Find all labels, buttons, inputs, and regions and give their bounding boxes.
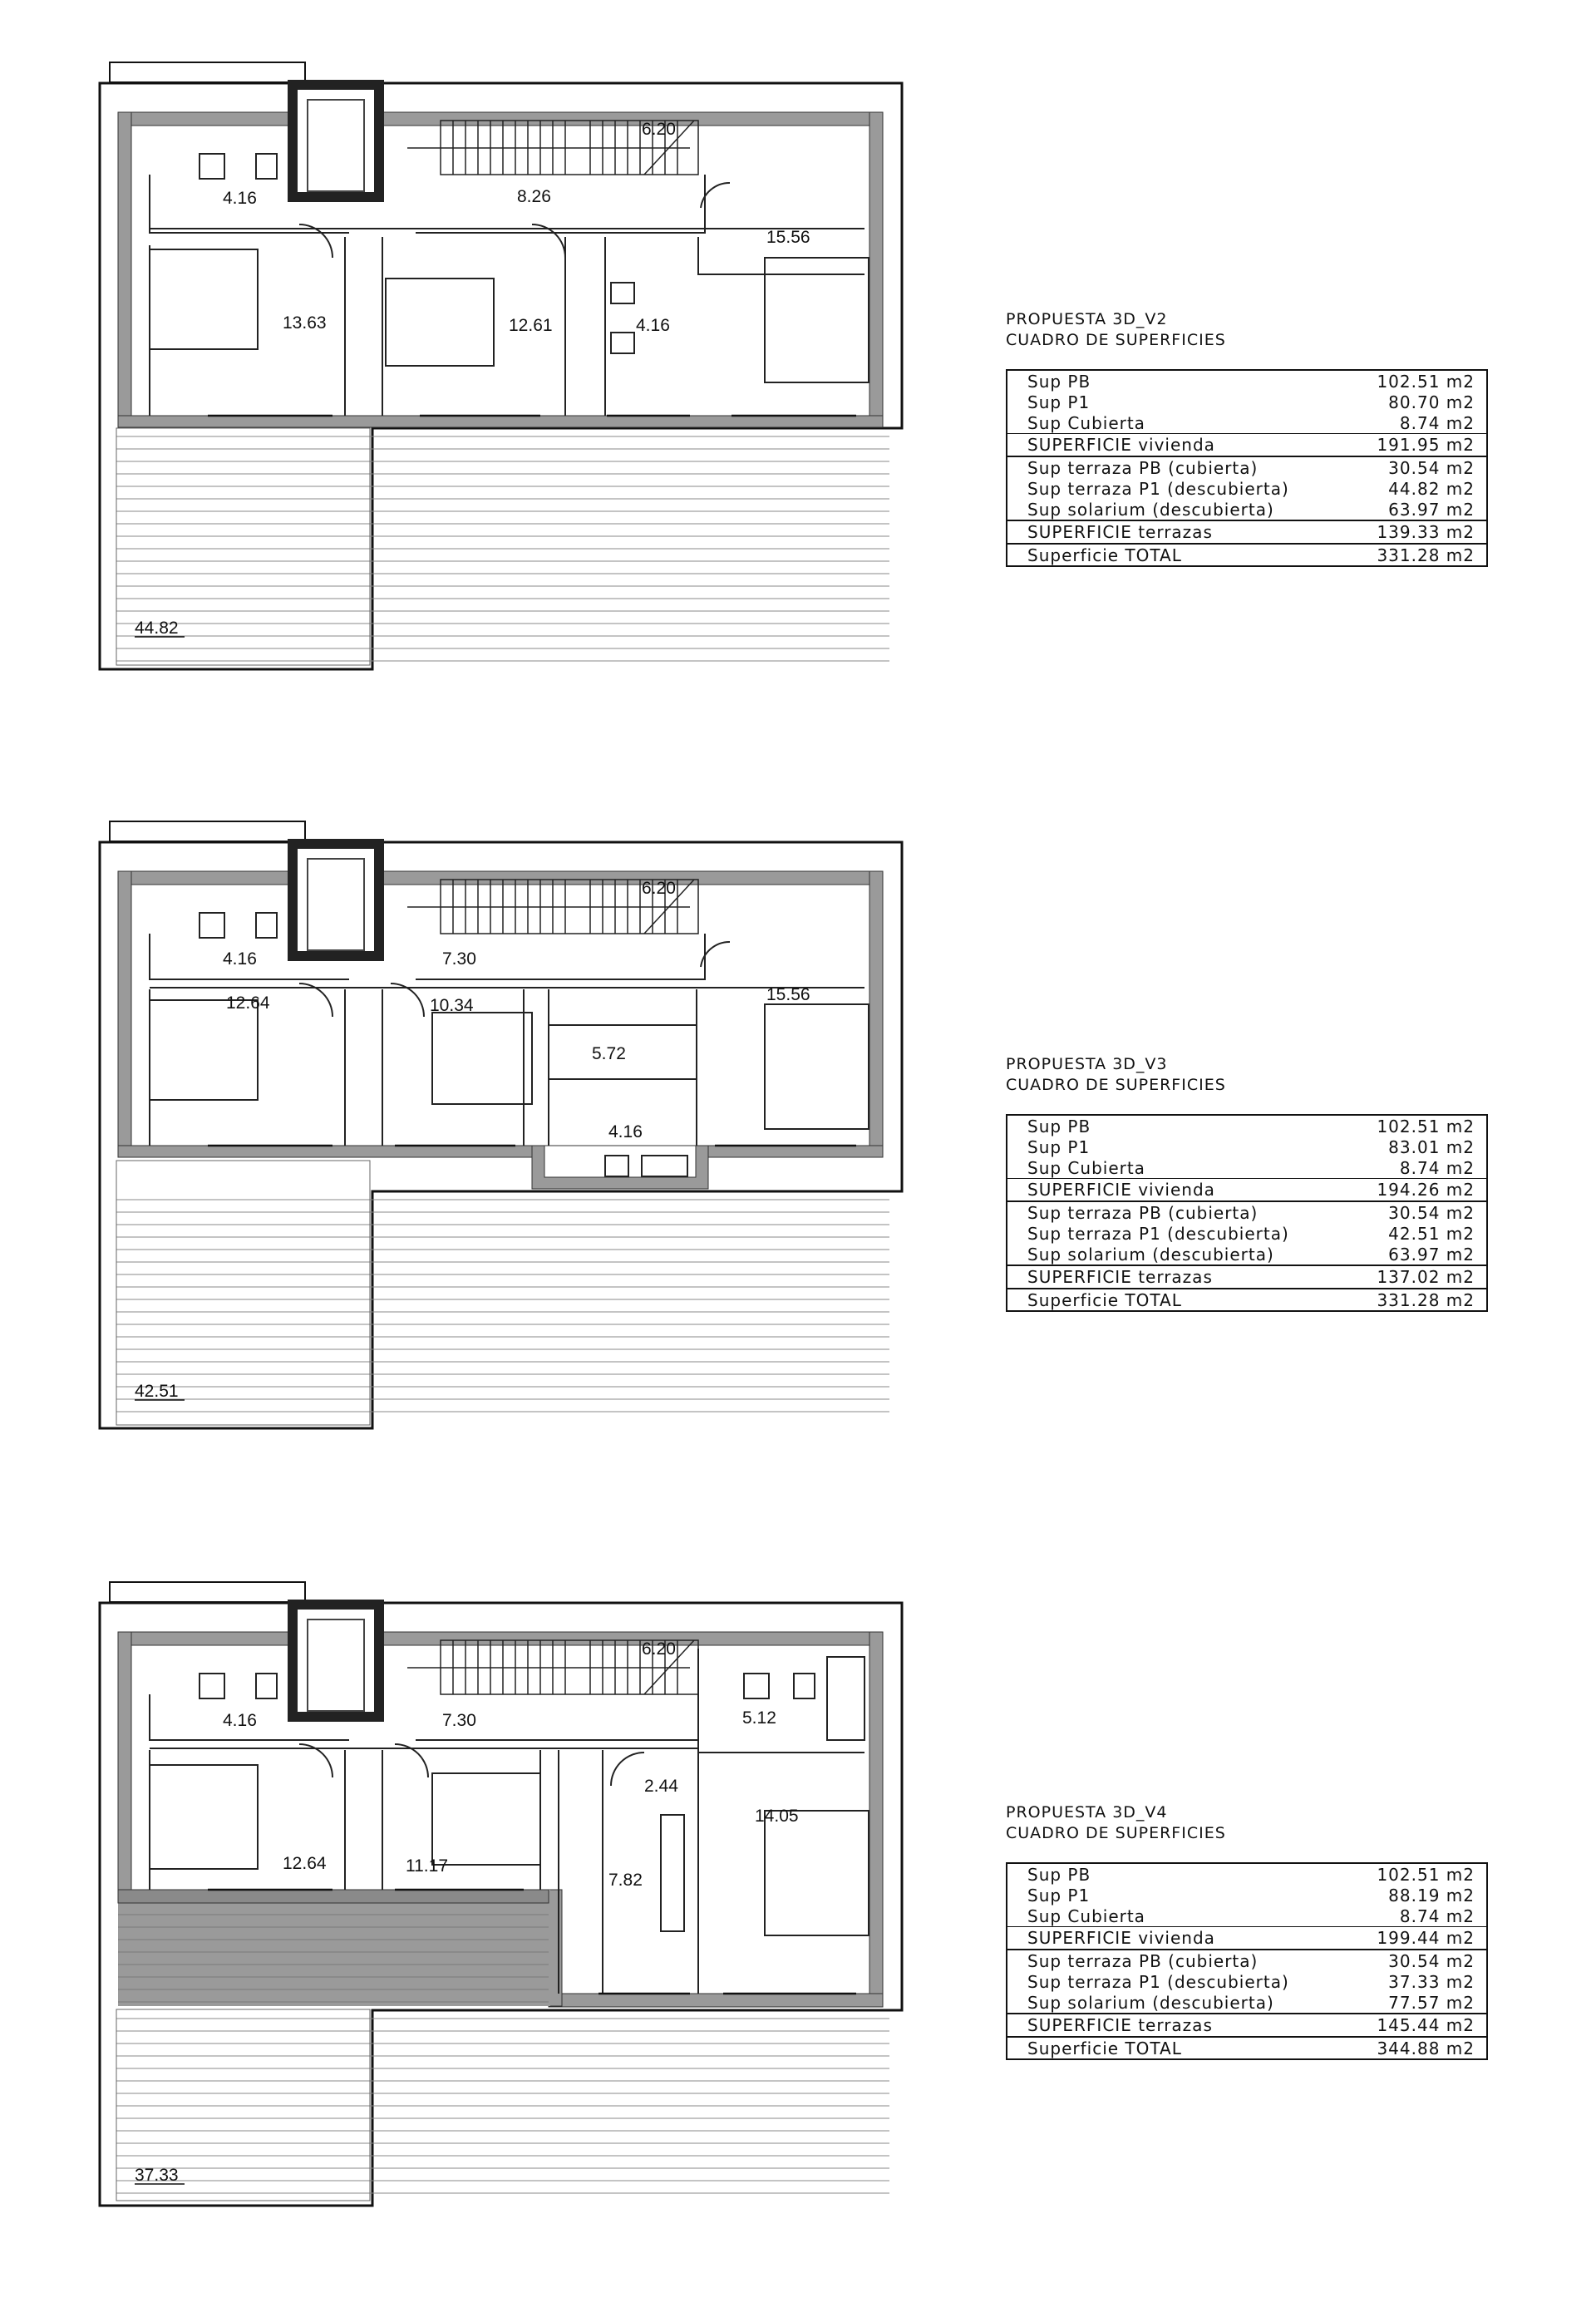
room-label-v3-5: 10.34: [430, 996, 474, 1015]
row-label: Sup P1: [1027, 392, 1091, 412]
table-row: [1007, 1864, 1486, 1885]
table-row: [1007, 412, 1486, 433]
row-value: 102.51 m2: [1377, 1864, 1475, 1885]
row-label: Superficie TOTAL: [1027, 2038, 1182, 2058]
room-label-v2-3: 15.56: [766, 228, 810, 247]
row-label: Sup Cubierta: [1027, 1157, 1145, 1178]
terrace-label-v3: 42.51: [135, 1382, 179, 1401]
room-label-v4-0: 4.16: [223, 1711, 257, 1730]
table-row-subtotal: [1007, 520, 1486, 545]
row-label: SUPERFICIE vivienda: [1027, 435, 1215, 455]
areas-table-v4: [1006, 1862, 1488, 2060]
table-row: [1007, 1136, 1486, 1157]
table-row: [1007, 1971, 1486, 1992]
room-label-v2-1: 8.26: [517, 187, 551, 206]
terrace-label-v4: 37.33: [135, 2166, 179, 2185]
row-value: 102.51 m2: [1377, 1116, 1475, 1136]
row-label: Sup terraza P1 (descubierta): [1027, 478, 1289, 499]
areas-panel-v4: [1006, 1802, 1488, 2060]
table-row: [1007, 478, 1486, 499]
floor-plan-v3: [0, 813, 931, 1561]
room-label-v4-6: 12.64: [283, 1854, 327, 1873]
table-row: [1007, 499, 1486, 520]
row-label: SUPERFICIE terrazas: [1027, 1267, 1213, 1287]
room-label-v4-1: 7.30: [442, 1711, 476, 1730]
panel-subtitle-v4: CUADRO DE SUPERFICIES: [1006, 1824, 1226, 1842]
row-value: 63.97 m2: [1388, 499, 1475, 520]
room-label-v4-7: 11.17: [406, 1856, 448, 1876]
room-label-v4-4: 2.44: [644, 1777, 678, 1796]
floor-plan-v4: [0, 1574, 931, 2322]
table-row: [1007, 1950, 1486, 1971]
row-value: 199.44 m2: [1377, 1928, 1475, 1948]
room-label-v2-0: 4.16: [223, 189, 257, 208]
row-label: Sup solarium (descubierta): [1027, 1244, 1274, 1265]
room-label-v4-5: 14.05: [755, 1807, 799, 1826]
table-row-total: [1007, 1289, 1486, 1310]
table-row: [1007, 1244, 1486, 1265]
row-value: 80.70 m2: [1388, 392, 1475, 412]
row-label: Sup solarium (descubierta): [1027, 499, 1274, 520]
row-label: Sup terraza PB (cubierta): [1027, 1950, 1259, 1971]
row-value: 37.33 m2: [1388, 1971, 1475, 1992]
row-label: Sup PB: [1027, 1116, 1091, 1136]
floor-plan-v3-drawing: [0, 813, 931, 1462]
room-label-v4-2: 6.20: [642, 1639, 676, 1659]
table-row: [1007, 392, 1486, 412]
room-label-v3-4: 12.64: [226, 993, 270, 1013]
table-row: [1007, 1116, 1486, 1136]
areas-panel-v3: [1006, 1054, 1488, 1312]
row-value: 194.26 m2: [1377, 1180, 1475, 1200]
room-label-v4-8: 7.82: [608, 1871, 643, 1890]
row-label: Sup terraza PB (cubierta): [1027, 457, 1259, 478]
row-value: 145.44 m2: [1377, 2015, 1475, 2035]
row-value: 63.97 m2: [1388, 1244, 1475, 1265]
table-row-subtotal: [1007, 1178, 1486, 1202]
floor-plan-v2-drawing: [0, 50, 931, 698]
table-row: [1007, 1885, 1486, 1905]
table-row-subtotal: [1007, 433, 1486, 457]
table-row: [1007, 1905, 1486, 1926]
room-label-v2-5: 12.61: [509, 316, 553, 335]
table-row: [1007, 1223, 1486, 1244]
row-value: 30.54 m2: [1388, 457, 1475, 478]
room-label-v2-2: 6.20: [642, 120, 676, 139]
row-value: 44.82 m2: [1388, 478, 1475, 499]
table-row-total: [1007, 545, 1486, 565]
row-label: Sup terraza P1 (descubierta): [1027, 1971, 1289, 1992]
row-value: 8.74 m2: [1399, 412, 1475, 433]
row-label: Sup Cubierta: [1027, 412, 1145, 433]
table-row: [1007, 457, 1486, 478]
areas-panel-v2: [1006, 309, 1488, 567]
row-value: 30.54 m2: [1388, 1950, 1475, 1971]
row-label: Sup terraza P1 (descubierta): [1027, 1223, 1289, 1244]
row-label: Sup terraza PB (cubierta): [1027, 1202, 1259, 1223]
row-value: 191.95 m2: [1377, 435, 1475, 455]
row-label: Sup PB: [1027, 371, 1091, 392]
table-row-total: [1007, 2038, 1486, 2058]
row-value: 77.57 m2: [1388, 1992, 1475, 2013]
floor-plan-v4-drawing: [0, 1574, 931, 2214]
row-value: 139.33 m2: [1377, 522, 1475, 542]
table-row: [1007, 371, 1486, 392]
row-value: 137.02 m2: [1377, 1267, 1475, 1287]
table-row: [1007, 1992, 1486, 2013]
row-value: 8.74 m2: [1399, 1157, 1475, 1178]
row-value: 331.28 m2: [1377, 1289, 1475, 1310]
panel-title-v4: PROPUESTA 3D_V4: [1006, 1803, 1168, 1822]
row-label: SUPERFICIE terrazas: [1027, 2015, 1213, 2035]
room-label-v2-6: 4.16: [636, 316, 670, 335]
row-label: SUPERFICIE vivienda: [1027, 1180, 1215, 1200]
row-value: 344.88 m2: [1377, 2038, 1475, 2058]
room-label-v3-1: 7.30: [442, 949, 476, 969]
panel-title-v2: PROPUESTA 3D_V2: [1006, 310, 1168, 328]
row-label: SUPERFICIE terrazas: [1027, 522, 1213, 542]
table-row-subtotal: [1007, 1265, 1486, 1289]
table-row: [1007, 1157, 1486, 1178]
panel-subtitle-v3: CUADRO DE SUPERFICIES: [1006, 1076, 1226, 1094]
room-label-v3-6: 5.72: [592, 1044, 626, 1063]
room-label-v3-2: 6.20: [642, 879, 676, 898]
row-value: 102.51 m2: [1377, 371, 1475, 392]
room-label-v3-3: 15.56: [766, 985, 810, 1004]
row-label: Superficie TOTAL: [1027, 1289, 1182, 1310]
room-label-v3-0: 4.16: [223, 949, 257, 969]
room-label-v3-7: 4.16: [608, 1122, 643, 1141]
table-row: [1007, 1202, 1486, 1223]
panel-subtitle-v2: CUADRO DE SUPERFICIES: [1006, 331, 1226, 349]
row-value: 331.28 m2: [1377, 545, 1475, 565]
room-label-v4-3: 5.12: [742, 1708, 776, 1728]
floor-plan-v2: [0, 50, 931, 798]
row-value: 8.74 m2: [1399, 1905, 1475, 1926]
row-label: Sup P1: [1027, 1136, 1091, 1157]
row-value: 42.51 m2: [1388, 1223, 1475, 1244]
panel-title-v3: PROPUESTA 3D_V3: [1006, 1055, 1168, 1073]
table-row-subtotal: [1007, 1926, 1486, 1950]
row-value: 30.54 m2: [1388, 1202, 1475, 1223]
row-value: 83.01 m2: [1388, 1136, 1475, 1157]
row-label: Superficie TOTAL: [1027, 545, 1182, 565]
row-label: SUPERFICIE vivienda: [1027, 1928, 1215, 1948]
row-label: Sup PB: [1027, 1864, 1091, 1885]
row-label: Sup solarium (descubierta): [1027, 1992, 1274, 2013]
table-row-subtotal: [1007, 2013, 1486, 2038]
row-value: 88.19 m2: [1388, 1885, 1475, 1905]
areas-table-v2: [1006, 369, 1488, 567]
areas-table-v3: [1006, 1114, 1488, 1312]
row-label: Sup Cubierta: [1027, 1905, 1145, 1926]
room-label-v2-4: 13.63: [283, 313, 327, 333]
row-label: Sup P1: [1027, 1885, 1091, 1905]
terrace-label-v2: 44.82: [135, 619, 179, 638]
